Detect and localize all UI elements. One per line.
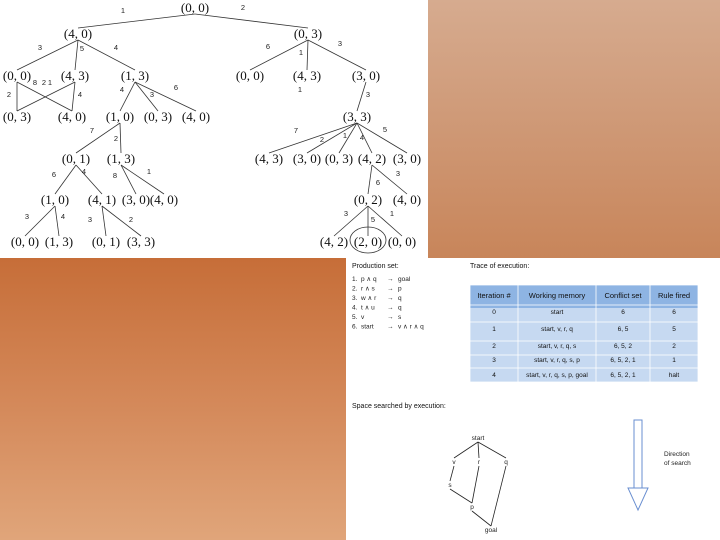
rule-arrow: → xyxy=(387,314,394,321)
table-cell: 1 xyxy=(672,357,676,364)
edge-label: 4 xyxy=(113,43,119,52)
tree-node: (4, 2) xyxy=(319,234,349,249)
edge-label: 2 xyxy=(113,134,119,143)
search-node: v xyxy=(452,459,456,466)
edge-label: 1 xyxy=(47,78,53,87)
search-edge xyxy=(450,489,472,503)
tree-node: (0, 0) xyxy=(180,0,210,15)
edge-label: 1 xyxy=(342,131,348,140)
edge-label: 2 xyxy=(41,78,47,87)
tree-edge xyxy=(75,40,78,70)
table-cell: 6, 5, 2, 1 xyxy=(610,357,636,364)
rule-number: 6. xyxy=(352,323,358,331)
table-cell: 6, 5, 2, 1 xyxy=(610,372,636,379)
tree-node: (0, 2) xyxy=(353,192,383,207)
tree-node: (0, 1) xyxy=(61,151,91,166)
edge-label: 3 xyxy=(337,39,343,48)
tree-edge xyxy=(120,123,121,153)
tree-node: (0, 3) xyxy=(324,151,354,166)
trace-table xyxy=(470,285,698,382)
edge-label: 3 xyxy=(87,215,93,224)
tree-node: (1, 3) xyxy=(44,234,74,249)
table-cell: start, v, r, q, s, p xyxy=(534,357,580,364)
rule-arrow: → xyxy=(387,285,394,293)
table-cell: start, v, r, q xyxy=(541,326,573,333)
table-cell: start xyxy=(550,309,564,316)
table-cell: 6 xyxy=(621,309,625,316)
table-cell: 4 xyxy=(492,372,496,379)
rule-number: 3. xyxy=(352,295,358,302)
edge-label: 1 xyxy=(120,6,126,15)
production-rules xyxy=(352,276,424,331)
table-cell: 3 xyxy=(492,357,496,364)
edge-label: 8 xyxy=(112,171,118,180)
tree-edge xyxy=(76,165,102,194)
tree-node: (0, 0) xyxy=(10,234,40,249)
table-header-cell: Rule fired xyxy=(657,291,691,300)
table-cell: 2 xyxy=(492,343,496,350)
search-edge xyxy=(478,442,479,458)
rule-action: goal xyxy=(398,276,411,283)
edge-label: 1 xyxy=(146,167,152,176)
tree-node: (4, 0) xyxy=(149,192,179,207)
background-band xyxy=(428,0,720,258)
edge-label: 7 xyxy=(89,126,95,135)
tree-node: (1, 0) xyxy=(105,109,135,124)
tree-edge xyxy=(195,14,308,28)
tree-edge xyxy=(307,40,308,70)
production-system-panel xyxy=(346,258,720,540)
search-edge xyxy=(478,442,506,458)
rule-number: 5. xyxy=(352,314,358,321)
table-cell: start, v, r, q, s xyxy=(537,343,577,350)
edge-label: 4 xyxy=(60,212,66,221)
tree-node: (4, 0) xyxy=(57,109,87,124)
search-node: goal xyxy=(484,527,498,534)
rule-action: s xyxy=(398,314,402,321)
tree-edge xyxy=(334,206,368,236)
edge-label: 4 xyxy=(81,167,87,176)
direction-label: of search xyxy=(664,460,691,467)
table-cell: start, v, r, q, s, p, goal xyxy=(526,372,588,379)
rule-number: 1. xyxy=(352,276,358,283)
tree-node: (4, 2) xyxy=(357,151,387,166)
tree-edge xyxy=(17,40,78,70)
production-set-title: Production set: xyxy=(352,263,399,270)
tree-edge xyxy=(339,123,357,153)
tree-node: (4, 0) xyxy=(63,26,93,41)
table-cell: 6, 5 xyxy=(617,326,629,333)
tree-edge xyxy=(55,206,59,236)
rule-arrow: → xyxy=(387,304,394,312)
direction-of-search xyxy=(628,420,691,510)
rule-condition: v xyxy=(361,314,365,321)
tree-node: (0, 0) xyxy=(387,234,417,249)
tree-edge xyxy=(357,82,366,111)
tree-edge xyxy=(135,82,196,111)
tree-edge xyxy=(368,165,372,194)
table-header-cell: Conflict set xyxy=(604,291,642,300)
rule-action: q xyxy=(398,295,402,302)
tree-edge xyxy=(121,165,164,194)
direction-arrow-shaft xyxy=(634,420,642,488)
table-cell: 6 xyxy=(672,309,676,316)
table-cell: halt xyxy=(668,372,680,379)
search-edge xyxy=(450,466,454,481)
tree-node: (1, 0) xyxy=(40,192,70,207)
tree-edge xyxy=(55,165,76,194)
table-header-cell: Working memory xyxy=(528,291,586,300)
tree-node: (1, 3) xyxy=(120,68,150,83)
tree-node: (4, 3) xyxy=(60,68,90,83)
tree-node: (0, 3) xyxy=(143,109,173,124)
space-title: Space searched by execution: xyxy=(352,403,446,410)
tree-node: (3, 0) xyxy=(351,68,381,83)
edge-label: 5 xyxy=(382,125,388,134)
rule-number: 2. xyxy=(352,285,358,293)
rule-number: 4. xyxy=(352,304,358,312)
tree-node: (4, 0) xyxy=(181,109,211,124)
edge-label: 3 xyxy=(395,169,401,178)
edge-label: 3 xyxy=(149,90,155,99)
tree-node: (3, 0) xyxy=(121,192,151,207)
edge-label: 5 xyxy=(370,215,376,224)
table-header-cell: Iteration # xyxy=(477,291,511,300)
rule-condition: t ∧ u xyxy=(361,304,375,312)
tree-edge xyxy=(25,206,55,236)
search-node: q xyxy=(504,459,508,466)
edge-label: 2 xyxy=(128,215,134,224)
tree-edge xyxy=(135,82,158,111)
search-space-graph xyxy=(448,435,508,534)
tree-node: (0, 0) xyxy=(235,68,265,83)
table-cell: 2 xyxy=(672,343,676,350)
search-node: s xyxy=(448,482,452,489)
search-edge xyxy=(472,511,491,526)
edge-label: 8 xyxy=(32,78,38,87)
rule-arrow: → xyxy=(387,323,394,331)
edge-label: 1 xyxy=(297,85,303,94)
tree-node: (3, 3) xyxy=(342,109,372,124)
rule-condition: p ∧ q xyxy=(361,276,377,283)
tree-node: (4, 1) xyxy=(87,192,117,207)
state-space-tree xyxy=(0,0,428,258)
edge-label: 3 xyxy=(365,90,371,99)
edge-label: 7 xyxy=(293,126,299,135)
table-cell: 0 xyxy=(492,309,496,316)
tree-node: (0, 3) xyxy=(2,109,32,124)
edge-label: 6 xyxy=(173,83,179,92)
edge-label: 3 xyxy=(343,209,349,218)
production-system-diagram xyxy=(346,258,720,540)
edge-label: 2 xyxy=(319,135,325,144)
edge-label: 5 xyxy=(79,44,85,53)
edge-label: 2 xyxy=(240,3,246,12)
edge-label: 1 xyxy=(389,209,395,218)
edge-label: 6 xyxy=(265,42,271,51)
direction-label: Direction xyxy=(664,451,690,458)
tree-node: (0, 3) xyxy=(293,26,323,41)
search-node: start xyxy=(471,435,485,442)
tree-edge xyxy=(102,206,141,236)
rule-arrow: → xyxy=(387,295,394,302)
tree-edge xyxy=(78,40,135,70)
edge-label: 3 xyxy=(24,212,30,221)
tree-edge xyxy=(102,206,106,236)
rule-condition: start xyxy=(361,323,374,331)
search-node: p xyxy=(470,504,474,511)
rule-condition: r ∧ s xyxy=(361,285,375,293)
edge-label: 4 xyxy=(359,133,365,142)
tree-node: (2, 0) xyxy=(353,234,383,249)
rule-arrow: → xyxy=(387,276,394,283)
tree-edge xyxy=(78,14,195,28)
tree-node: (4, 0) xyxy=(392,192,422,207)
table-cell: 5 xyxy=(672,326,676,333)
direction-arrow-head xyxy=(628,488,648,510)
edge-label: 3 xyxy=(37,43,43,52)
tree-node: (3, 0) xyxy=(392,151,422,166)
search-edge xyxy=(491,466,506,526)
edge-label: 6 xyxy=(375,178,381,187)
edge-label: 4 xyxy=(77,90,83,99)
search-edge xyxy=(454,442,478,458)
rule-condition: w ∧ r xyxy=(361,295,377,302)
tree-node: (3, 0) xyxy=(292,151,322,166)
tree-edge xyxy=(121,165,136,194)
tree-node: (4, 3) xyxy=(254,151,284,166)
tree-diagram xyxy=(0,0,428,258)
table-cell: 6, 5, 2 xyxy=(613,343,633,350)
table-cell: 1 xyxy=(492,326,496,333)
rule-action: v ∧ r ∧ q xyxy=(398,323,424,331)
tree-edge xyxy=(72,82,75,111)
edge-label: 4 xyxy=(119,85,125,94)
tree-node: (0, 1) xyxy=(91,234,121,249)
trace-title: Trace of execution: xyxy=(470,263,530,270)
tree-node: (0, 0) xyxy=(2,68,32,83)
rule-action: p xyxy=(398,285,402,293)
tree-node: (4, 3) xyxy=(292,68,322,83)
edge-label: 1 xyxy=(298,48,304,57)
edge-label: 2 xyxy=(6,90,12,99)
table-body-bg xyxy=(470,308,698,382)
rule-action: q xyxy=(398,304,402,312)
search-edge xyxy=(472,466,479,503)
tree-edge xyxy=(307,123,357,153)
tree-node: (1, 3) xyxy=(106,151,136,166)
tree-node: (3, 3) xyxy=(126,234,156,249)
edge-label: 6 xyxy=(51,170,57,179)
search-node: r xyxy=(477,459,481,466)
